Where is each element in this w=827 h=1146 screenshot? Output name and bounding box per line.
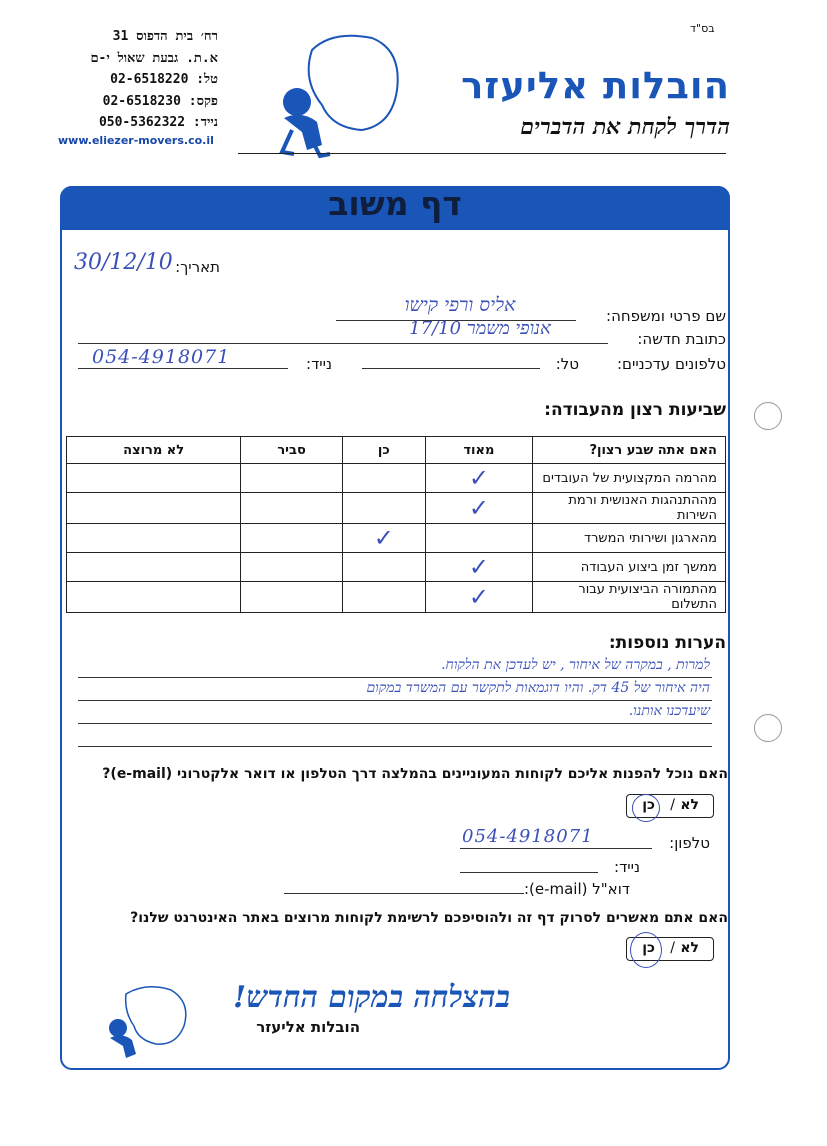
header-fair: סביר <box>241 437 343 464</box>
tel-label: טל: <box>555 355 579 373</box>
contact-area: א.ת. גבעת שאול י-ם <box>90 50 218 66</box>
notes-line-2 <box>78 700 712 701</box>
check-cell[interactable] <box>67 493 241 524</box>
referral-phone-value[interactable]: 054-4918071 <box>462 826 594 847</box>
notes-text-1[interactable]: למרות , במקרה של איחור , יש לעדכן את הלקוח. <box>441 657 710 673</box>
contact-mobile: נייד: 050-5362322 <box>98 115 218 130</box>
website-link[interactable]: www.eliezer-movers.co.il <box>58 134 214 147</box>
referral-mobile-label: נייד: <box>614 858 640 876</box>
address-value[interactable]: אנופי משמר 17/10 <box>409 318 551 339</box>
consent-yes[interactable]: כן <box>642 940 655 956</box>
brand-slogan: הדרך לקחת את הדברים <box>520 114 730 140</box>
notes-text-3[interactable]: שיעדכנו אותנו. <box>628 703 710 719</box>
check-cell[interactable] <box>241 493 343 524</box>
header-divider <box>238 153 726 154</box>
table-row <box>67 553 726 582</box>
check-cell[interactable] <box>342 464 425 493</box>
satisfaction-table <box>66 436 726 613</box>
header-yes: כן <box>342 437 425 464</box>
table-row <box>67 464 726 493</box>
consent-yes-no-box: לא / כן <box>626 937 714 961</box>
consent-yes-circle <box>630 932 662 968</box>
mobile-value[interactable]: 054-4918071 <box>92 346 231 368</box>
check-cell[interactable] <box>241 524 343 553</box>
header-unsatisfied: לא מרוצה <box>67 437 241 464</box>
satisfaction-title: שביעות רצון מהעבודה: <box>544 400 726 420</box>
check-cell[interactable] <box>67 464 241 493</box>
notes-line-3 <box>78 723 712 724</box>
mobile-label: נייד: <box>306 355 332 373</box>
notes-line-1 <box>78 677 712 678</box>
check-cell[interactable] <box>342 493 425 524</box>
referral-yes-no-box: לא / כן <box>626 794 714 818</box>
header-question: האם אתה שבע רצון? <box>533 437 726 464</box>
contact-address: רח׳ בית הדפוס 31 <box>112 29 218 44</box>
mover-logo-small-icon <box>96 984 196 1064</box>
check-cell[interactable] <box>67 582 241 613</box>
table-header-row <box>67 437 726 464</box>
address-line <box>78 343 608 344</box>
mover-logo-icon <box>262 30 412 160</box>
check-cell[interactable] <box>425 524 532 553</box>
table-row <box>67 582 726 613</box>
contact-fax: פקס: 02-6518230 <box>102 93 218 109</box>
referral-email-line <box>284 893 524 894</box>
name-value[interactable]: אליס ורפי קישו <box>404 294 516 316</box>
check-cell[interactable]: ✓ <box>425 553 532 582</box>
check-cell[interactable]: ✓ <box>425 582 532 613</box>
table-row <box>67 493 726 524</box>
notes-text-2[interactable]: היה איחור של 45 דק. והיו דוגמאות לתקשר עם המשרד במקום <box>366 680 710 696</box>
row-question: ממשך זמן ביצוע העבודה <box>533 553 726 582</box>
check-cell[interactable] <box>342 553 425 582</box>
referral-mobile-line <box>460 872 598 873</box>
date-label: תאריך: <box>175 258 220 276</box>
row-question: מהתמורה הביצועית עבור התשלום <box>533 582 726 613</box>
referral-yes[interactable]: כן <box>642 797 655 813</box>
brand-name: הובלות אליעזר <box>461 64 730 107</box>
footer-brand: הובלות אליעזר <box>256 1018 360 1036</box>
check-cell[interactable] <box>67 553 241 582</box>
referral-yes-circle <box>632 794 660 822</box>
check-cell[interactable] <box>241 582 343 613</box>
consent-no[interactable]: לא <box>680 940 699 956</box>
contact-block <box>58 26 218 134</box>
header-very: מאוד <box>425 437 532 464</box>
referral-phone-line <box>460 848 652 849</box>
referral-question: האם נוכל להפנות אליכם לקוחות המעוניינים בהמלצה דרך הטלפון או דואר אלקטרוני (e-mail)? <box>102 766 728 782</box>
form-title: דף משוב <box>328 184 462 223</box>
referral-email-label: דוא"ל (e-mail): <box>523 880 630 898</box>
check-cell[interactable] <box>342 582 425 613</box>
check-cell[interactable]: ✓ <box>425 464 532 493</box>
mobile-line <box>78 368 288 369</box>
punch-hole <box>754 402 782 430</box>
referral-no[interactable]: לא <box>680 797 699 813</box>
check-cell[interactable]: ✓ <box>342 524 425 553</box>
tel-line <box>362 368 540 369</box>
footer-slogan: בהצלחה במקום החדש! <box>232 980 510 1015</box>
contact-phone: טל: 02-6518220 <box>110 72 218 87</box>
table-row <box>67 524 726 553</box>
name-label: שם פרטי ומשפחה: <box>606 307 726 325</box>
referral-phone-label: טלפון: <box>669 834 710 852</box>
row-question: מהרמה המקצועית של העובדים <box>533 464 726 493</box>
bsd-mark: בס"ד <box>690 22 715 35</box>
consent-question: האם אתם מאשרים לסרוק דף זה ולהוסיפכם לרשימת לקוחות מרוצים באתר האינטרנט שלנו? <box>130 910 728 926</box>
address-label: כתובת חדשה: <box>637 330 726 348</box>
date-value[interactable]: 30/12/10 <box>74 250 173 275</box>
notes-title: הערות נוספות: <box>608 633 726 653</box>
row-question: מהארגון ושירותי המשרד <box>533 524 726 553</box>
check-cell[interactable] <box>241 464 343 493</box>
check-cell[interactable] <box>67 524 241 553</box>
phones-label: טלפונים עדכניים: <box>616 355 726 373</box>
check-cell[interactable] <box>241 553 343 582</box>
notes-line-4 <box>78 746 712 747</box>
row-question: מההתנהגות האנושית ורמת השירות <box>533 493 726 524</box>
punch-hole <box>754 714 782 742</box>
check-cell[interactable]: ✓ <box>425 493 532 524</box>
